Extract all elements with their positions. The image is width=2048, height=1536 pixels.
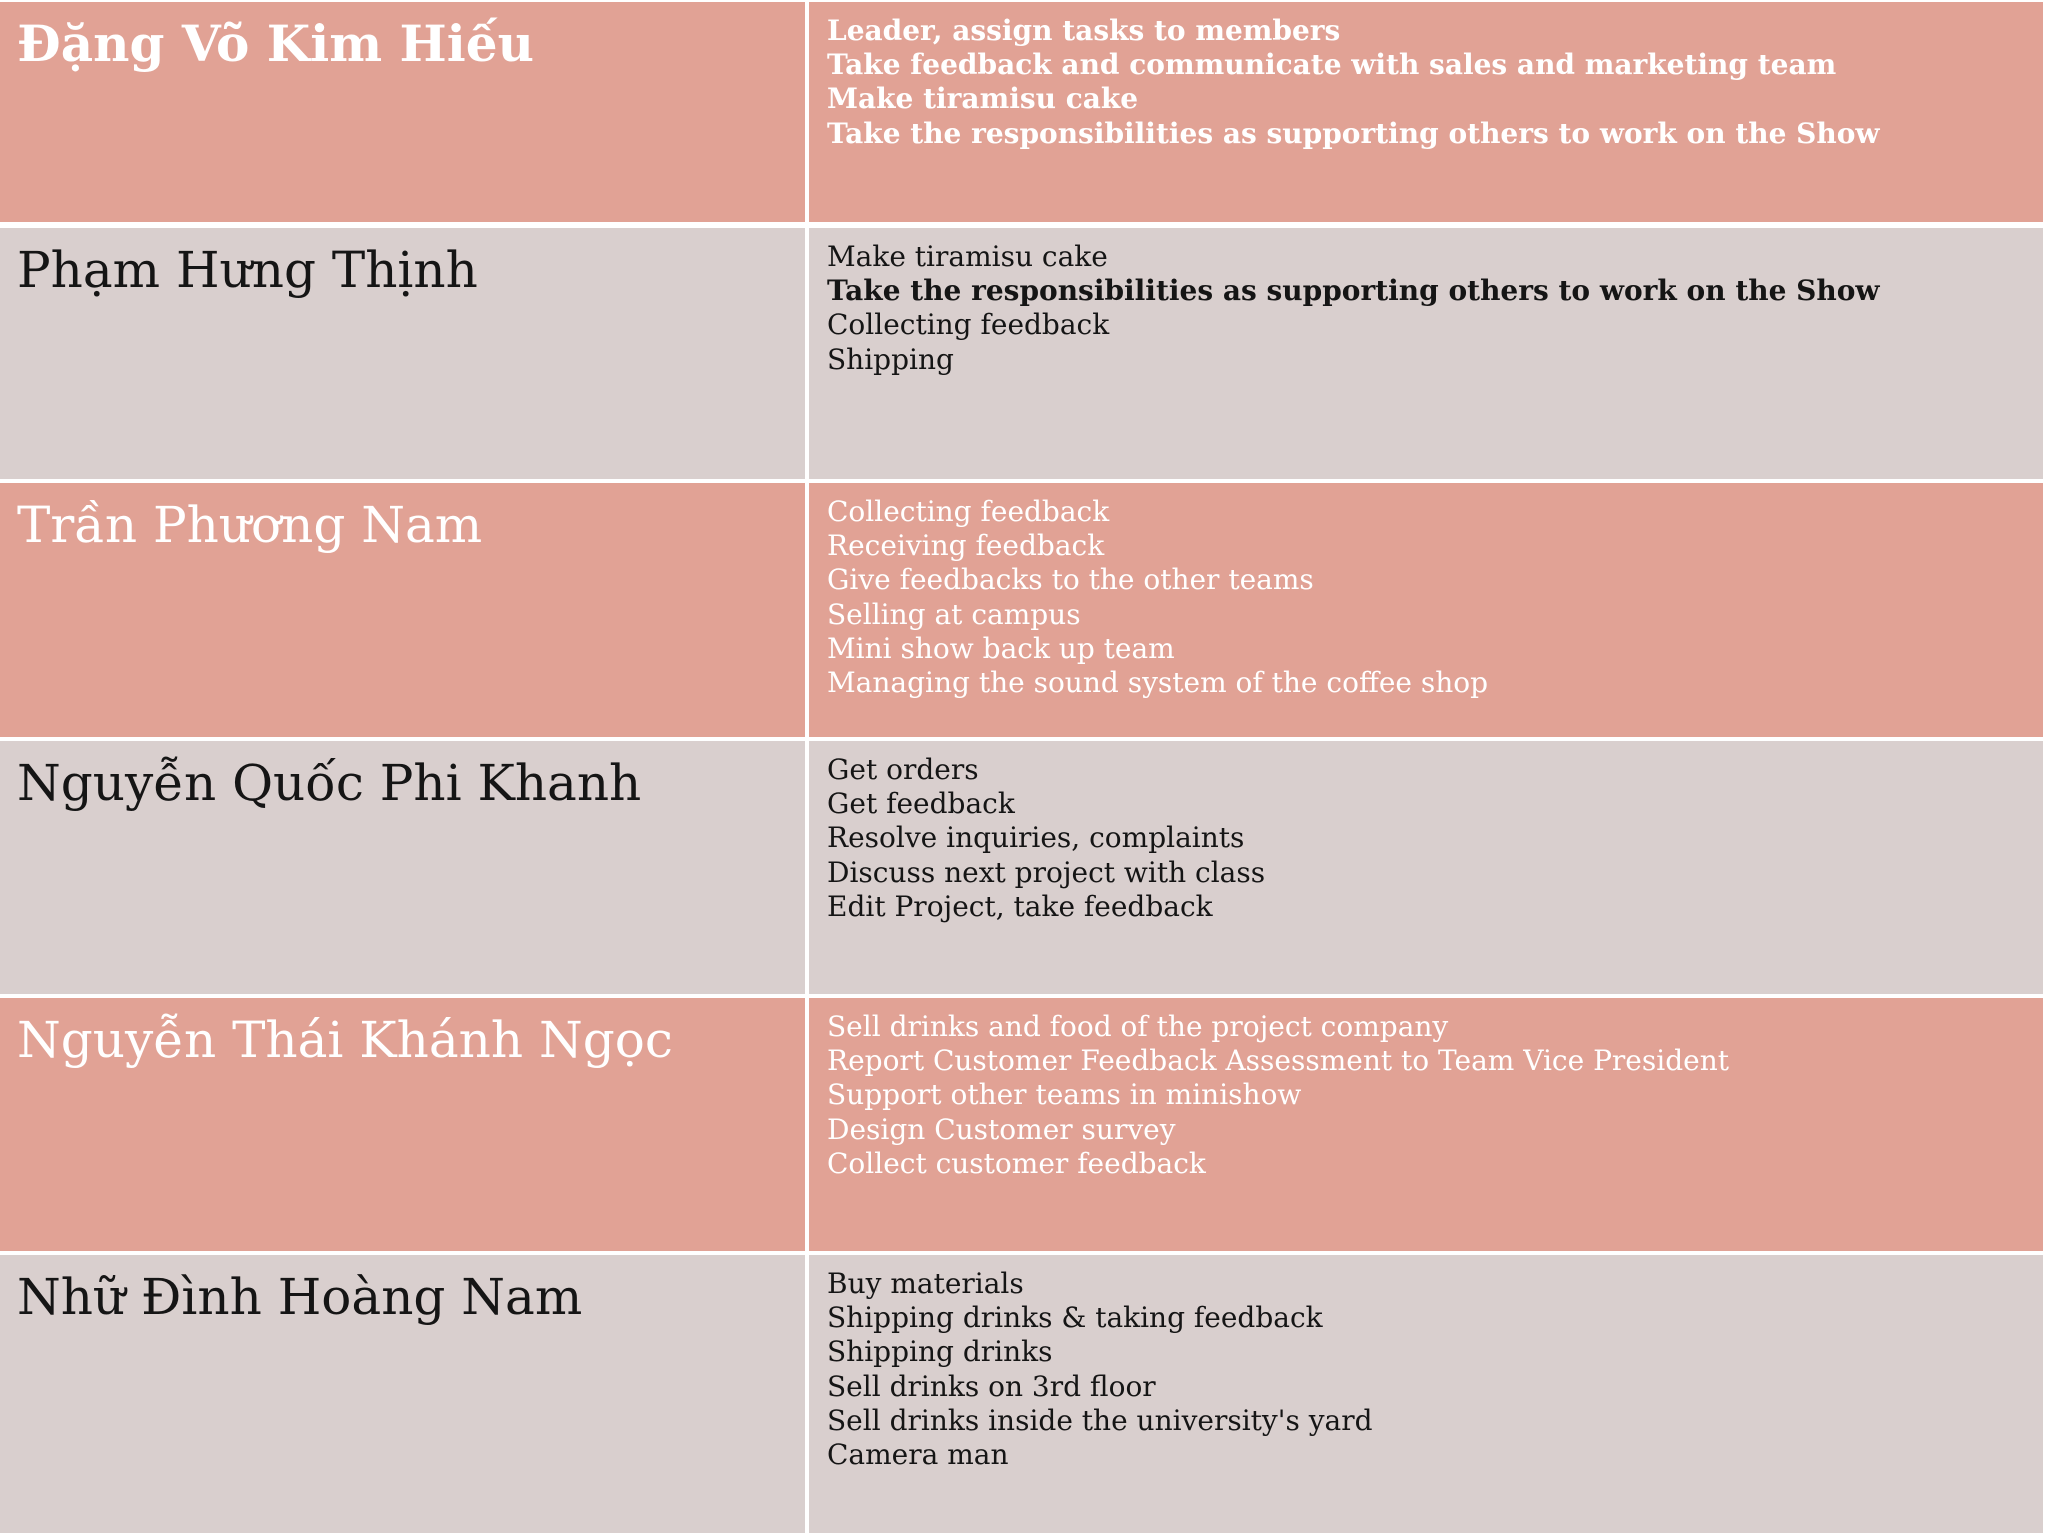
table-row (0, 998, 2048, 1251)
member-tasks-cell (809, 1255, 2043, 1533)
task-item: Camera man (827, 1438, 1009, 1472)
task-item: Design Customer survey (827, 1112, 1176, 1146)
task-item: Edit Project, take feedback (827, 889, 1213, 923)
task-item: Take the responsibilities as supporting others to work on the Show (827, 116, 1880, 150)
member-tasks-cell (809, 741, 2043, 994)
member-tasks-cell (809, 2, 2043, 222)
table-row (0, 228, 2048, 479)
task-list (827, 240, 1880, 377)
task-item: Shipping drinks & taking feedback (827, 1301, 1323, 1335)
task-item: Collecting feedback (827, 495, 1110, 528)
task-item: Buy materials (827, 1267, 1024, 1300)
task-item: Receiving feedback (827, 529, 1105, 563)
task-item: Collecting feedback (827, 308, 1110, 342)
member-tasks-cell (809, 483, 2043, 737)
task-item: Resolve inquiries, complaints (827, 821, 1245, 855)
member-name-cell (0, 483, 805, 737)
member-name: Phạm Hưng Thịnh (17, 241, 478, 299)
task-item: Make tiramisu cake (827, 240, 1108, 273)
task-list (827, 495, 1488, 700)
task-item: Make tiramisu cake (827, 82, 1139, 116)
member-tasks-cell (809, 228, 2043, 479)
task-item: Mini show back up team (827, 631, 1175, 665)
member-name-cell (0, 228, 805, 479)
task-item: Collect customer feedback (827, 1146, 1206, 1180)
task-list (827, 1010, 1729, 1181)
member-name-cell (0, 1255, 805, 1533)
task-item: Discuss next project with class (827, 855, 1266, 889)
task-item: Get orders (827, 753, 979, 786)
member-name: Đặng Võ Kim Hiếu (17, 14, 534, 73)
table-row (0, 483, 2048, 737)
task-item: Sell drinks and food of the project company (827, 1010, 1449, 1043)
table-row (0, 2, 2048, 222)
member-name: Nguyễn Quốc Phi Khanh (17, 754, 642, 812)
task-item: Take feedback and communicate with sales and marketing team (827, 48, 1837, 82)
member-name-cell (0, 741, 805, 994)
member-name: Nhữ Đình Hoàng Nam (17, 1268, 583, 1326)
task-item: Leader, assign tasks to members (827, 14, 1341, 47)
task-item: Sell drinks inside the university's yard (827, 1403, 1373, 1437)
task-item: Sell drinks on 3rd floor (827, 1369, 1156, 1403)
table-row (0, 741, 2048, 994)
task-item: Get feedback (827, 787, 1015, 821)
task-item: Managing the sound system of the coffee shop (827, 666, 1489, 700)
task-list (827, 753, 1265, 924)
task-list (827, 14, 1880, 151)
member-name-cell (0, 998, 805, 1251)
member-name: Trần Phương Nam (17, 496, 483, 554)
member-name-cell (0, 2, 805, 222)
task-item: Support other teams in minishow (827, 1078, 1302, 1112)
member-tasks-cell (809, 998, 2043, 1251)
task-item: Shipping (827, 342, 954, 376)
task-item: Give feedbacks to the other teams (827, 563, 1314, 597)
task-list (827, 1267, 1373, 1472)
task-item: Selling at campus (827, 597, 1081, 631)
table-row (0, 1255, 2048, 1533)
task-item: Shipping drinks (827, 1335, 1053, 1369)
member-name: Nguyễn Thái Khánh Ngọc (17, 1011, 673, 1069)
task-item: Report Customer Feedback Assessment to Team Vice President (827, 1044, 1729, 1078)
task-item: Take the responsibilities as supporting others to work on the Show (827, 274, 1880, 308)
